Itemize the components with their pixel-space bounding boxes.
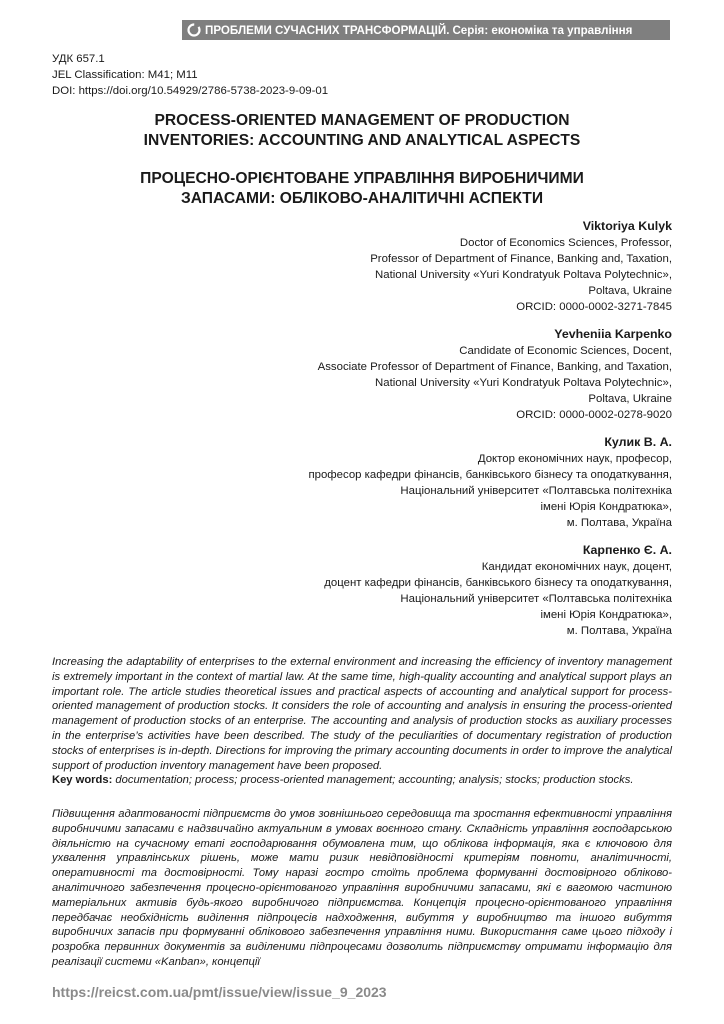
author-name: Кулик В. А. (604, 435, 672, 449)
author-position: доцент кафедри фінансів, банківського бізнесу та оподаткування, (324, 577, 672, 589)
jel-classification: JEL Classification: M41; M11 (52, 69, 198, 81)
author-university-cont: імені Юрія Кондратюка», (540, 609, 672, 621)
author-location: Poltava, Ukraine (588, 285, 672, 297)
author-university: Національний університет «Полтавська політехніка (400, 593, 672, 605)
author-degree: Doctor of Economics Sciences, Professor, (459, 237, 672, 249)
title-en-line-2: INVENTORIES: ACCOUNTING AND ANALYTICAL ASPECTS (143, 132, 581, 149)
journal-header-bar (182, 20, 670, 40)
author-location: м. Полтава, Україна (566, 517, 672, 529)
journal-logo-icon (187, 23, 201, 37)
title-en-line-1: PROCESS-ORIENTED MANAGEMENT OF PRODUCTION (154, 112, 570, 129)
article-meta (52, 51, 328, 99)
author-block-kulyk-uk (308, 434, 672, 531)
author-orcid[interactable]: ORCID: 0000-0002-3271-7845 (516, 301, 672, 313)
title-uk-line-1: ПРОЦЕСНО-ОРІЄНТОВАНЕ УПРАВЛІННЯ ВИРОБНИЧИМИ (140, 170, 584, 187)
title-ukrainian (60, 169, 664, 209)
author-location: Poltava, Ukraine (588, 393, 672, 405)
author-name: Карпенко Є. А. (582, 543, 672, 557)
author-name: Yevheniia Karpenko (554, 327, 672, 341)
author-degree: Candidate of Economic Sciences, Docent, (459, 345, 672, 357)
author-degree: Доктор економічних наук, професор, (477, 453, 672, 465)
author-location: м. Полтава, Україна (566, 625, 672, 637)
author-position: Associate Professor of Department of Finance, Banking, and Taxation, (317, 361, 672, 373)
title-english (60, 111, 664, 151)
abstract-uk-text: Підвищення адаптованості підприємств до умов зовнішнього середовища та зростання ефективності управління виробничими запасами є надзвичайно актуальним в умовах воєнного стану. Складність управління господарською діяльністю на сучасному етапі господарювання обумовлена тим, що облікова інформація, яка є ключовою для ухвалення управлінських рішень, може мати ризик невідповідності критеріям повноти, аналітичності, оперативності та достовірності. Тому наразі гостро стоїть проблема формуванні достовірного обліково-аналітичного забезпечення процесно-орієнтованого управління виробничими запасами, які є вагомою частиною матеріальних активів будь-якого виробничого підприємства. Концепція процесно-орієнтованого управління передбачає необхідність виділення підпроцесів надходження, вибуття у виробництво та іншого вибуття виробничих запасів при формуванні облікового забезпечення управління ними. Використання саме цього підходу і розробка первинних документів за виділеними підпроцесами дозволить підприємству отримати інформацію для реалізації системи «Kanban», концепції (52, 808, 672, 968)
author-position: професор кафедри фінансів, банківського бізнесу та оподаткування, (308, 469, 672, 481)
abstract-ukrainian (52, 807, 672, 970)
author-university: Національний університет «Полтавська політехніка (400, 485, 672, 497)
abstract-en-text: Increasing the adaptability of enterprises to the external environment and increasing the efficiency of inventory management is extremely important in the context of martial law. At the same time, high-quality accounting and analytical support plays an important role. The article studies theoretical issues and practical aspects of accounting and analytical support for process-oriented management of production stocks. It considers the role of accounting and analysis in ensuring the process-oriented management of production stocks of an enterprise. The accounting and analysis of production stocks as auxiliary processes in the enterprise’s activities have been described. The study of the peculiarities of documentary registration of production stocks of enterprises is in-depth. Directions for improving the primary accounting documents in order to improve the analytical support of production inventory management have been proposed. (52, 656, 672, 772)
author-block-karpenko-en (318, 326, 672, 423)
doi-link[interactable]: DOI: https://doi.org/10.54929/2786-5738-2023-9-09-01 (52, 85, 329, 97)
author-university: National University «Yuri Kondratyuk Poltava Polytechnic», (375, 269, 672, 281)
journal-title: ПРОБЛЕМИ СУЧАСНИХ ТРАНСФОРМАЦІЙ. (205, 23, 450, 37)
author-degree: Кандидат економічних наук, доцент, (481, 561, 672, 573)
author-block-karpenko-uk (324, 542, 672, 639)
journal-series: Серія: економіка та управління (452, 23, 633, 37)
author-university: National University «Yuri Kondratyuk Poltava Polytechnic», (375, 377, 672, 389)
author-orcid[interactable]: ORCID: 0000-0002-0278-9020 (516, 409, 672, 421)
keywords-label: Key words: (52, 774, 113, 787)
author-block-kulyk-en (370, 218, 672, 315)
title-uk-line-2: ЗАПАСАМИ: ОБЛІКОВО-АНАЛІТИЧНІ АСПЕКТИ (180, 190, 544, 207)
author-position: Professor of Department of Finance, Banking and, Taxation, (370, 253, 672, 265)
issue-url-link[interactable]: https://reicst.com.ua/pmt/issue/view/issue_9_2023 (52, 984, 387, 1000)
abstract-english (52, 655, 672, 788)
author-name: Viktoriya Kulyk (582, 219, 672, 233)
author-university-cont: імені Юрія Кондратюка», (540, 501, 672, 513)
keywords-list: documentation; process; process-oriented management; accounting; analysis; stocks; production stocks. (115, 774, 634, 787)
udc-code: УДК 657.1 (52, 53, 105, 65)
